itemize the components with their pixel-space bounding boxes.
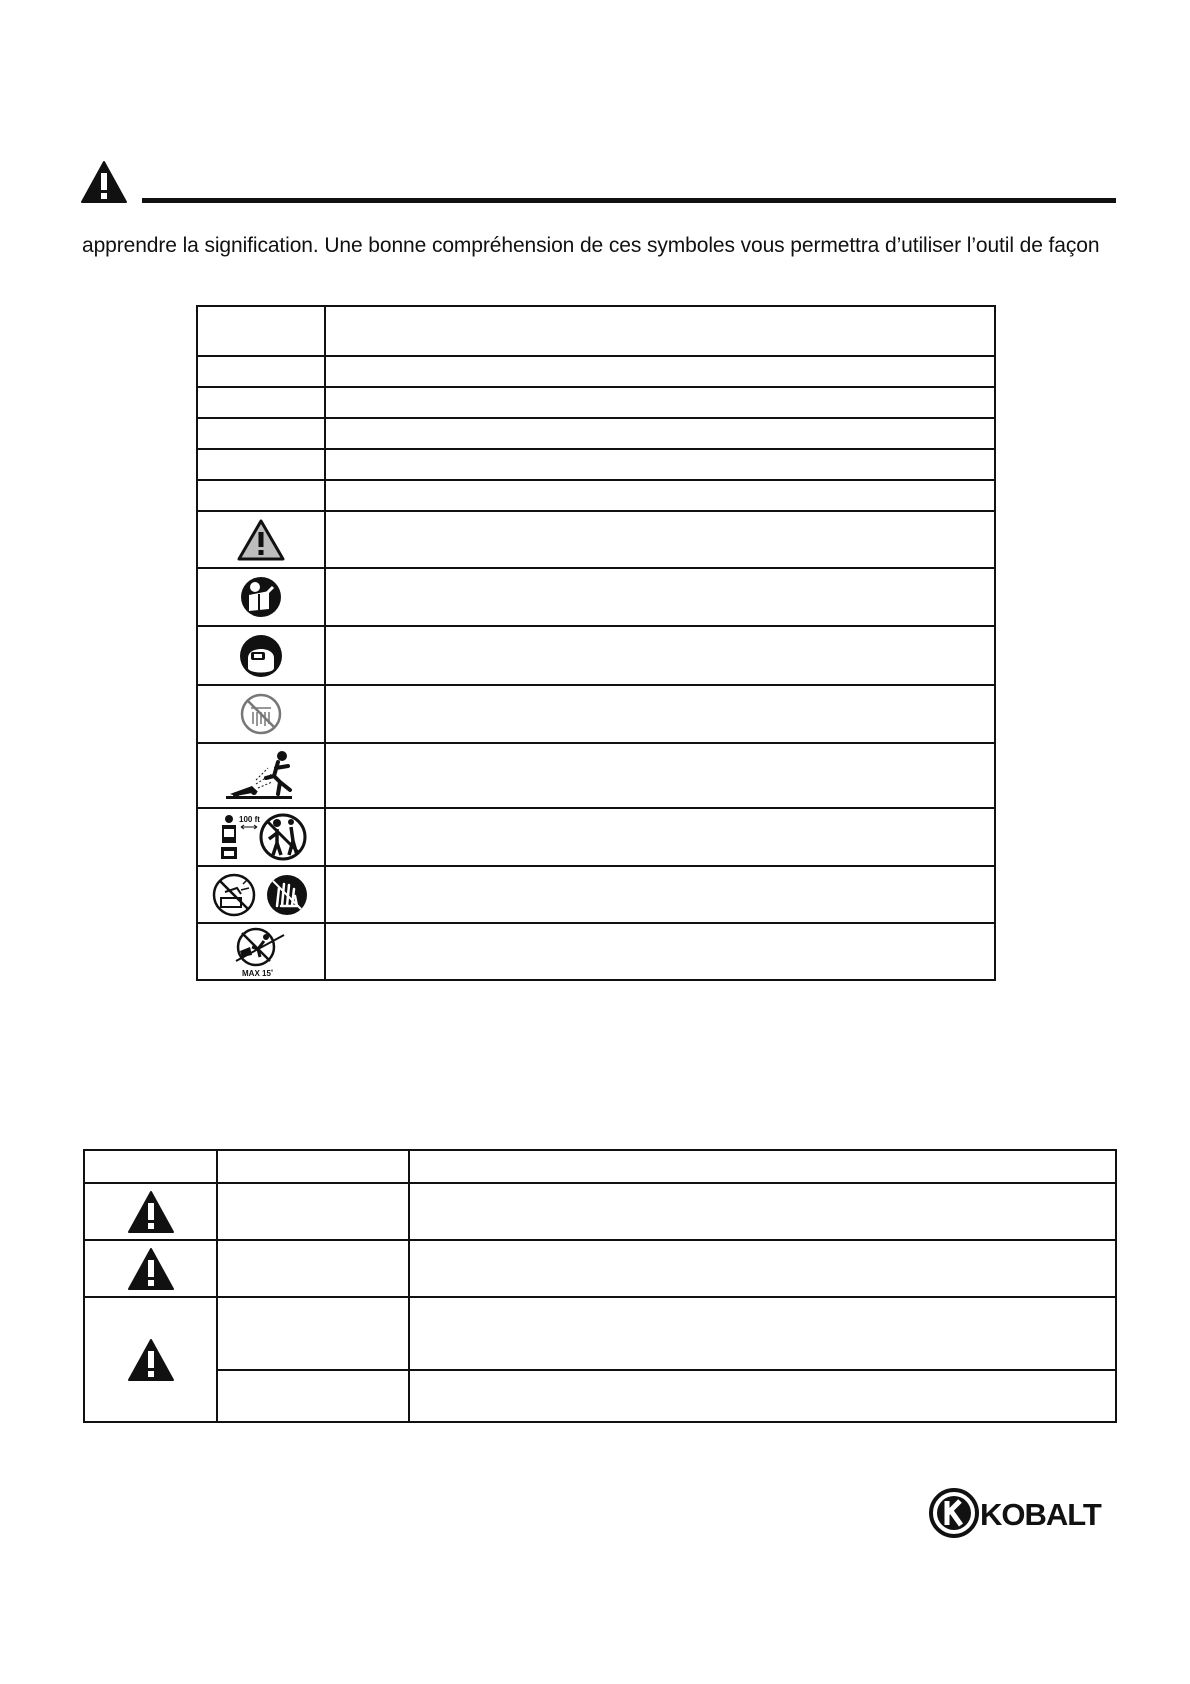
symbol-cell [197, 626, 325, 685]
table-row [197, 568, 995, 626]
symbol-cell [197, 418, 325, 449]
icon-cell [84, 1183, 217, 1240]
table-row [197, 866, 995, 923]
symbol-cell [197, 923, 325, 980]
description-cell [409, 1240, 1116, 1297]
thrown-objects-hazard-icon [198, 748, 324, 804]
symbol-cell [197, 808, 325, 866]
wear-eye-protection-icon [198, 632, 324, 680]
symbol-table [196, 305, 996, 981]
icon-cell [84, 1240, 217, 1297]
symbol-cell [197, 511, 325, 568]
signal-word-cell [217, 1183, 409, 1240]
table-row [197, 511, 995, 568]
read-manual-icon [198, 575, 324, 619]
symbol-cell [197, 449, 325, 480]
warning-triangle-icon [85, 1338, 216, 1382]
keep-hands-away-icons [198, 872, 324, 918]
table-row [197, 418, 995, 449]
meaning-cell [325, 356, 995, 387]
table-row [197, 626, 995, 685]
keep-bystanders-away-icon [198, 811, 324, 863]
description-cell [409, 1183, 1116, 1240]
table-row [84, 1297, 1116, 1370]
signal-table-header-row [84, 1150, 1116, 1183]
no-rain-icon [198, 692, 324, 736]
meaning-cell [325, 306, 995, 356]
signal-word-cell [217, 1297, 409, 1370]
header-rule [142, 198, 1116, 203]
table-row [197, 387, 995, 418]
signal-word-cell [217, 1370, 409, 1422]
slope-limit-label: MAX 15˚ [241, 968, 274, 978]
warning-triangle-icon [85, 1190, 216, 1234]
symbol-cell [197, 866, 325, 923]
meaning-cell [325, 626, 995, 685]
meaning-cell [325, 685, 995, 743]
distance-label: 100 ft [238, 815, 260, 824]
meaning-cell [325, 743, 995, 808]
slope-limit-icon [198, 925, 324, 979]
table-row [84, 1183, 1116, 1240]
table-row [197, 480, 995, 511]
kobalt-logo [928, 1487, 1120, 1539]
symbol-cell [197, 685, 325, 743]
safety-alert-triangle-icon [198, 518, 324, 562]
meaning-cell [325, 866, 995, 923]
warning-triangle-icon [85, 1247, 216, 1291]
meaning-cell [325, 480, 995, 511]
meaning-cell [325, 418, 995, 449]
icon-cell [84, 1297, 217, 1422]
symbol-table-header-row [197, 306, 995, 356]
meaning-cell [325, 923, 995, 980]
table-row [84, 1370, 1116, 1422]
signal-word-table [83, 1149, 1117, 1423]
header-cell [217, 1150, 409, 1183]
table-row [197, 685, 995, 743]
symbol-cell [197, 568, 325, 626]
table-row [197, 808, 995, 866]
description-cell [409, 1297, 1116, 1370]
symbol-cell [197, 387, 325, 418]
symbol-cell [197, 356, 325, 387]
symbol-cell [197, 743, 325, 808]
description-cell [409, 1370, 1116, 1422]
symbol-cell [197, 306, 325, 356]
table-row [197, 449, 995, 480]
meaning-cell [325, 568, 995, 626]
warning-triangle-icon [80, 160, 128, 204]
meaning-cell [325, 387, 995, 418]
table-row [84, 1240, 1116, 1297]
symbol-cell [197, 480, 325, 511]
table-row [197, 356, 995, 387]
logo-text: KOBALT [980, 1497, 1101, 1532]
intro-paragraph: apprendre la signification. Une bonne compréhension de ces symboles vous permettra d’utiliser l’outil de façon [82, 234, 1100, 257]
header-cell [84, 1150, 217, 1183]
header-cell [409, 1150, 1116, 1183]
table-row [197, 743, 995, 808]
table-row [197, 923, 995, 980]
meaning-cell [325, 808, 995, 866]
signal-word-cell [217, 1240, 409, 1297]
meaning-cell [325, 449, 995, 480]
meaning-cell [325, 511, 995, 568]
